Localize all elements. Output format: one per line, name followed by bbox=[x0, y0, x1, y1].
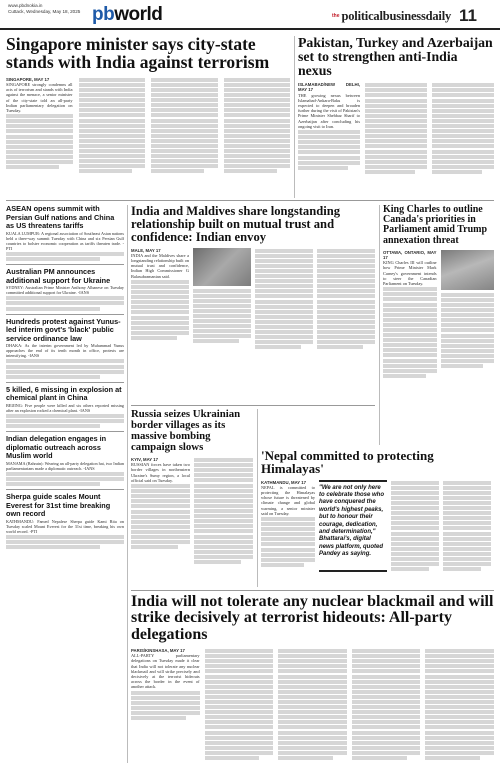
masthead bbox=[0, 0, 500, 30]
body-text-placeholder bbox=[317, 248, 375, 351]
paper-nameplate bbox=[332, 6, 477, 26]
body-text-placeholder bbox=[441, 293, 495, 368]
body-text-placeholder bbox=[131, 691, 200, 720]
body-text-placeholder bbox=[131, 484, 190, 549]
section-logo bbox=[92, 4, 162, 26]
brief-item bbox=[6, 205, 124, 261]
paper-name-the: the bbox=[332, 13, 340, 19]
article-singapore bbox=[6, 36, 290, 175]
brief-title: Australian PM announces additional support for Ukraine bbox=[6, 267, 111, 285]
body-text-placeholder bbox=[255, 248, 313, 351]
brief-divider bbox=[6, 382, 124, 383]
section-divider bbox=[131, 590, 494, 591]
portrait-photo bbox=[193, 248, 251, 286]
body-text-placeholder bbox=[391, 480, 439, 573]
brief-divider bbox=[6, 489, 124, 490]
column-divider bbox=[257, 409, 258, 587]
brief-item bbox=[6, 435, 124, 486]
article-lead-text: KING Charles III will outline how Prime Minister Mark Carney's government intends to steer the Canadian Parliament on Tuesday. bbox=[383, 260, 437, 286]
article-dateline: PARIS/KINSHASA, MAY 17 bbox=[131, 647, 185, 653]
article-dateline: SINGAPORE, MAY 17 bbox=[6, 76, 50, 82]
body-text-placeholder bbox=[205, 648, 274, 761]
page-number: 11 bbox=[459, 6, 478, 25]
body-text-placeholder bbox=[383, 287, 437, 378]
article-pakistan bbox=[298, 36, 494, 175]
pull-quote bbox=[319, 480, 387, 573]
brief-text: DHAKA: As the interim government led by Muhammad Yunus approaches the end of its tenth month in office, protests are intensifying. -IANS bbox=[6, 343, 124, 359]
brief-title: ASEAN opens summit with Persian Gulf nations and China as US threatens tariffs bbox=[6, 204, 115, 230]
brief-title: Sherpa guide scales Mount Everest for 31st time breaking own record bbox=[6, 492, 111, 519]
body-text-placeholder bbox=[131, 280, 189, 340]
article-headline: Pakistan, Turkey and Azerbaijan set to strengthen anti-India nexus bbox=[298, 35, 493, 79]
article-headline: King Charles to outline Canada's priorities in Parliament amid Trump annexation threat bbox=[383, 204, 488, 246]
article-dateline: MALE, MAY 17 bbox=[131, 247, 161, 253]
body-text-placeholder bbox=[443, 480, 491, 573]
column-divider bbox=[294, 36, 295, 198]
brief-title: 5 killed, 6 missing in explosion at chemical plant in China bbox=[6, 384, 122, 403]
body-text-placeholder bbox=[261, 517, 315, 567]
brief-text: MANAMA (Bahrain): Wearing an all-party delegation hat, two Indian parliamentarians made a diplomatic outreach. -IANS bbox=[6, 460, 124, 471]
article-maldives bbox=[131, 205, 375, 351]
body-text-placeholder bbox=[298, 130, 360, 170]
article-king-charles bbox=[383, 205, 494, 379]
brief-divider bbox=[6, 431, 124, 432]
brief-divider bbox=[6, 264, 124, 265]
body-text-placeholder bbox=[6, 114, 73, 169]
section-logo-pb: pb bbox=[92, 4, 115, 25]
article-lead-text: SINGAPORE strongly condemns all acts of terrorism and stands with India against the menace, a senior minister of the city-state told an all-party Indian parliamentary delegation on Tuesday. bbox=[6, 81, 73, 113]
brief-title: Indian delegation engages in diplomatic outreach across Muslim world bbox=[6, 434, 107, 461]
brief-text: BEIJING: Five people were killed and six others reported missing after an explosion rocked a chemical plant. -IANS bbox=[6, 402, 124, 413]
section-divider bbox=[6, 200, 494, 201]
brief-item bbox=[6, 268, 124, 310]
section-divider bbox=[131, 405, 375, 406]
pull-quote-text: "We are not only here to celebrate those who have conquered the world's highest peaks, but to honour their courage, dedication, and determination," Bhattarai's, digital news platform, quoted Pandey as saying. bbox=[319, 484, 385, 558]
article-dateline: KYIV, MAY 17 bbox=[131, 457, 159, 462]
body-text-placeholder bbox=[151, 77, 218, 175]
article-dateline: ISLAMABAD/NEW DELHI, MAY 17 bbox=[298, 82, 360, 93]
article-headline: Singapore minister says city-state stands with India against terrorism bbox=[6, 34, 270, 72]
article-lead-text: RUSSIAN forces have taken two border villages in northeastern Ukraine's Sumy region, a local official said on Tuesday. bbox=[131, 462, 190, 483]
body-text-placeholder bbox=[425, 648, 494, 761]
column-divider bbox=[127, 205, 128, 763]
body-text-placeholder bbox=[432, 82, 494, 175]
article-russia bbox=[131, 409, 253, 565]
brief-divider bbox=[6, 314, 124, 315]
section-logo-world: world bbox=[114, 4, 163, 25]
paper-name: politicalbusinessdaily bbox=[341, 8, 452, 23]
body-text-placeholder bbox=[79, 77, 146, 175]
article-nepal bbox=[261, 449, 494, 572]
article-headline: 'Nepal committed to protecting Himalayas' bbox=[261, 448, 434, 477]
brief-title: Hundreds protest against Yunus-led interim govt's 'black' public service ordinance law bbox=[6, 316, 121, 343]
body-text-placeholder bbox=[352, 648, 421, 761]
brief-item bbox=[6, 318, 124, 379]
brief-text: KUALA LUMPUR: A regional association of Southeast Asian nations held a three-way summit Tuesday with China and six Persian Gulf countries to bolster economic cooperation as tariffs threaten trade. -PTI bbox=[6, 230, 124, 251]
brief-text: KATHMANDU: Famed Nepalese Sherpa guide Kami Rita on Tuesday scaled Mount Everest for the 31st time, breaking his own world record. -PTI bbox=[6, 518, 124, 534]
article-lead-text: ALL-PARTY parliamentary delegations on Tuesday made it clear that India will not tolerate any nuclear blackmail and will strike precisely and decisively at the terrorist hideouts across the border in the event of another attack. bbox=[131, 653, 200, 690]
brief-text: SYDNEY: Australian Prime Minister Anthony Albanese on Tuesday committed additional support for Ukraine. -IANS bbox=[6, 285, 124, 296]
body-text-placeholder bbox=[278, 648, 347, 761]
article-headline: India and Maldives share longstanding relationship built on mutual trust and confidence: Indian envoy bbox=[131, 204, 341, 244]
website-url: www.pbdnokia.in bbox=[8, 3, 43, 8]
article-dateline: KATHMANDU, MAY 17 bbox=[261, 479, 307, 485]
body-text-placeholder bbox=[365, 82, 427, 175]
body-text-placeholder bbox=[193, 289, 251, 344]
masthead-dateline-block bbox=[8, 3, 80, 15]
article-lead-text: THE growing nexus between Islamabad-Ankara-Baku is expected to deepen and broaden further during the visit of Pakistan's Prime Minister Shehbaz Sharif to Azerbaijan after concluding his ongoing visit to Iran. bbox=[298, 92, 360, 129]
article-dateline: OTTAWA, ONTARIO, MAY 17 bbox=[383, 249, 437, 260]
article-headline: Russia seizes Ukrainian border villages as its massive bombing campaign slows bbox=[131, 408, 241, 453]
brief-item bbox=[6, 493, 124, 549]
column-divider bbox=[379, 205, 380, 445]
issue-date: Cuttack, Wednesday, May 18, 2025 bbox=[8, 9, 81, 14]
article-headline: India will not tolerate any nuclear blackmail and will strike decisively at terrorist hideouts: All-party delegations bbox=[131, 593, 494, 643]
article-lead-text: INDIA and the Maldives share a longstanding relationship built on mutual trust and confidence, Indian High Commissioner G Balasubramanian said. bbox=[131, 252, 189, 279]
article-nuclear bbox=[131, 594, 494, 761]
king-charles-photo bbox=[441, 250, 495, 290]
body-text-placeholder bbox=[224, 77, 291, 175]
brief-item bbox=[6, 386, 124, 428]
article-lead-text: NEPAL is committed to protecting the Himalayas whose future is threatened by climate change and global warming, a senior minister said on Tuesday. bbox=[261, 484, 315, 516]
briefs-column bbox=[6, 205, 124, 550]
body-text-placeholder bbox=[194, 457, 253, 565]
